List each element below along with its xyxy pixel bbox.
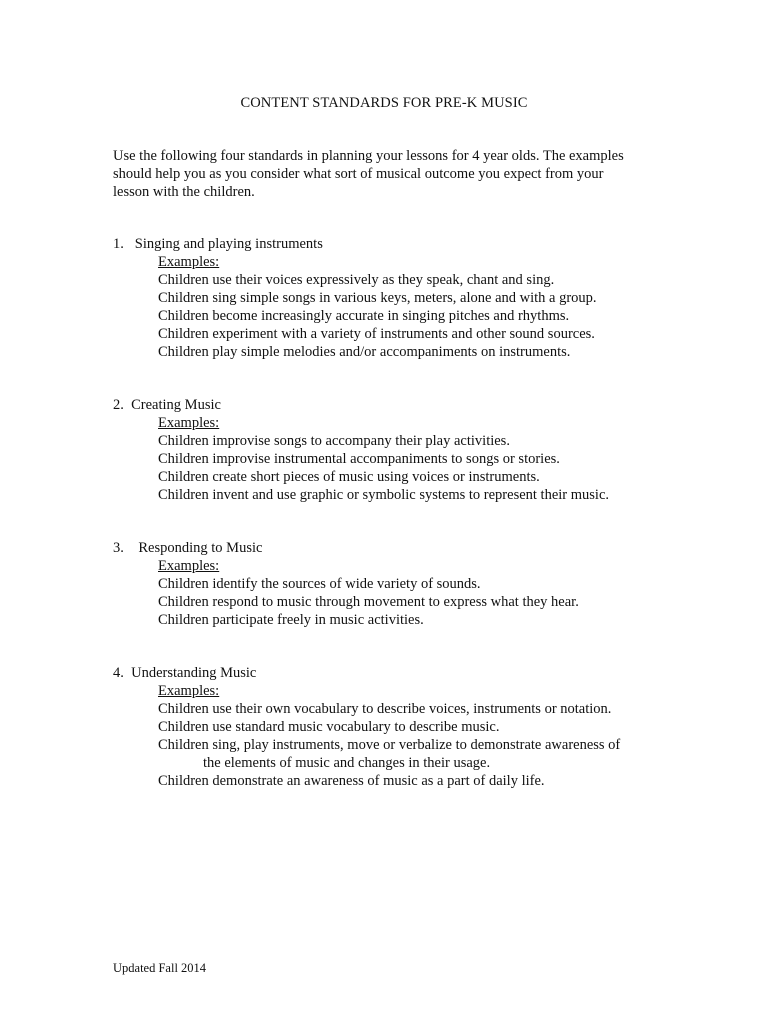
example-item: Children improvise instrumental accompaniments to songs or stories. <box>158 451 560 467</box>
intro-paragraph <box>113 147 673 201</box>
page-title: CONTENT STANDARDS FOR PRE-K MUSIC <box>240 95 528 111</box>
section-heading: 4. Understanding Music <box>113 665 257 681</box>
example-item: Children become increasingly accurate in singing pitches and rhythms. <box>158 308 570 324</box>
example-item: Children sing simple songs in various keys, meters, alone and with a group. <box>158 290 597 306</box>
example-item: Children invent and use graphic or symbolic systems to represent their music. <box>158 487 610 503</box>
example-item: Children experiment with a variety of instruments and other sound sources. <box>158 326 595 342</box>
standard-section-responding <box>113 539 673 629</box>
example-item: Children improvise songs to accompany their play activities. <box>158 433 510 449</box>
example-item-continuation: the elements of music and changes in their usage. <box>203 755 491 771</box>
footer-note: Updated Fall 2014 <box>113 961 207 975</box>
standard-section-understanding <box>113 664 673 790</box>
example-item: Children use standard music vocabulary to describe music. <box>158 719 500 735</box>
examples-label: Examples: <box>158 415 220 431</box>
example-item: Children use their voices expressively as they speak, chant and sing. <box>158 272 555 288</box>
section-heading: 1. Singing and playing instruments <box>113 236 323 252</box>
intro-line: should help you as you consider what sort of musical outcome you expect from your <box>113 166 604 182</box>
example-item: Children use their own vocabulary to describe voices, instruments or notation. <box>158 701 612 717</box>
example-item: Children identify the sources of wide variety of sounds. <box>158 576 481 592</box>
intro-line: lesson with the children. <box>113 184 255 200</box>
examples-label: Examples: <box>158 558 220 574</box>
standard-section-creating <box>113 396 673 504</box>
section-heading: 3. Responding to Music <box>113 540 263 556</box>
examples-label: Examples: <box>158 683 220 699</box>
example-item: Children play simple melodies and/or accompaniments on instruments. <box>158 344 571 360</box>
example-item: Children sing, play instruments, move or verbalize to demonstrate awareness of <box>158 737 621 753</box>
section-heading: 2. Creating Music <box>113 397 221 413</box>
intro-line: Use the following four standards in planning your lessons for 4 year olds. The examples <box>113 148 624 164</box>
standard-section-singing <box>113 235 673 361</box>
examples-label: Examples: <box>158 254 220 270</box>
example-item: Children create short pieces of music using voices or instruments. <box>158 469 540 485</box>
example-item: Children participate freely in music activities. <box>158 612 424 628</box>
example-item: Children respond to music through movement to express what they hear. <box>158 594 579 610</box>
example-item: Children demonstrate an awareness of music as a part of daily life. <box>158 773 545 789</box>
